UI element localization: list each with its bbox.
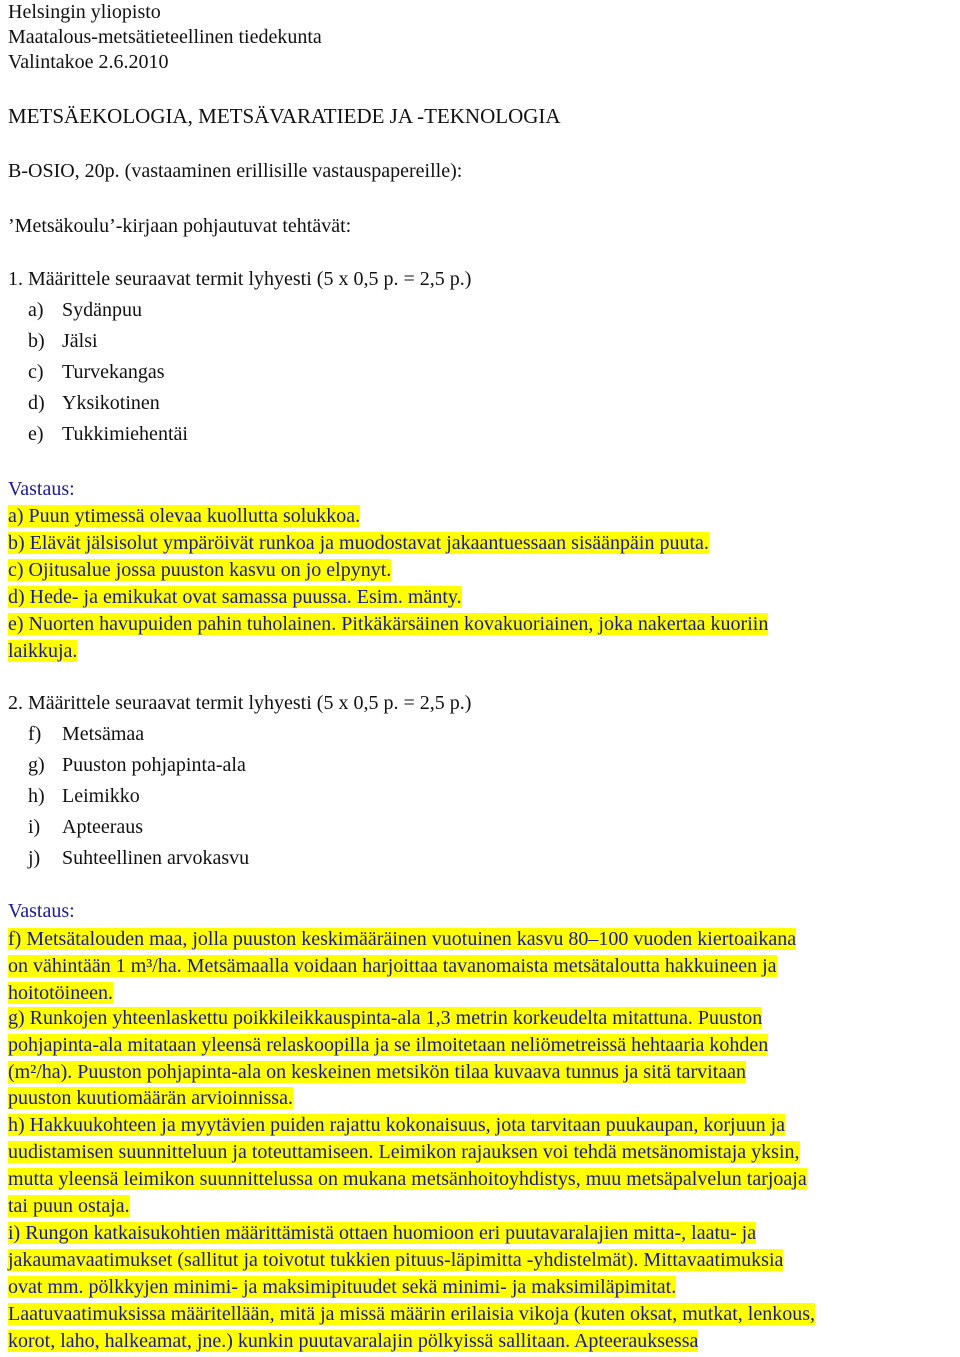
list-item-text: Tukkimiehentäi — [62, 423, 188, 445]
answer-line: f) Metsätalouden maa, jolla puuston keskimääräinen vuotuinen kasvu 80–100 vuoden kiertoaikana — [8, 928, 797, 950]
answer-label-2: Vastaus: — [8, 900, 75, 922]
answer-line: uudistamisen suunnitteluun ja toteuttamiseen. Leimikon rajauksen voi tehdä metsänomistaja yksin, — [8, 1141, 800, 1163]
list-item — [28, 846, 249, 870]
answer-line: e) Nuorten havupuiden pahin tuholainen. Pitkäkärsäinen kovakuoriainen, joka nakertaa kuoriin — [8, 613, 769, 635]
answer-label-1: Vastaus: — [8, 478, 75, 500]
list-item-letter: h) — [28, 785, 45, 807]
answer-line: h) Hakkuukohteen ja myytävien puiden rajattu kokonaisuus, jota tarvitaan puukaupan, korjuun ja — [8, 1114, 786, 1136]
list-item-text: Leimikko — [62, 785, 140, 807]
answer-line: laikkuja. — [8, 640, 78, 662]
answer-line: (m²/ha). Puuston pohjapinta-ala on keskeinen metsikön tilaa kuvaava tunnus ja sitä tarvitaan — [8, 1061, 747, 1083]
answer-line: korot, laho, halkeamat, jne.) kunkin puutavaralajin pölkyissä sallitaan. Apteerauksessa — [8, 1330, 699, 1352]
list-item — [28, 422, 188, 446]
list-item-text: Jälsi — [62, 330, 98, 352]
answer-line: a) Puun ytimessä olevaa kuollutta solukkoa. — [8, 505, 361, 527]
list-item — [28, 722, 144, 746]
answer-line: jakaumavaatimukset (sallitut ja toivotut tukkien pituus-läpimitta -yhdistelmät). Mittavaatimuksia — [8, 1249, 784, 1271]
list-item-text: Metsämaa — [62, 723, 145, 745]
answer-line: mutta yleensä leimikon suunnittelussa on mukana metsänhoitoyhdistys, muu metsäpalvelun tarjoaja — [8, 1168, 807, 1190]
answer-line: on vähintään 1 m³/ha. Metsämaalla voidaan harjoittaa tavanomaista metsätaloutta hakkuineen ja — [8, 955, 777, 977]
answer-line: tai puun ostaja. — [8, 1195, 130, 1217]
list-item — [28, 360, 165, 384]
book-heading: ’Metsäkoulu’-kirjaan pohjautuvat tehtävät: — [8, 215, 352, 237]
list-item-letter: i) — [28, 816, 41, 838]
list-item-text: Puuston pohjapinta-ala — [62, 754, 246, 776]
list-item — [28, 815, 143, 839]
list-item — [28, 784, 140, 808]
list-item-letter: j) — [28, 847, 41, 869]
list-item — [28, 753, 246, 777]
list-item-letter: f) — [28, 723, 42, 745]
section-heading: B-OSIO, 20p. (vastaaminen erillisille vastauspapereille): — [8, 160, 463, 182]
answer-line: g) Runkojen yhteenlaskettu poikkileikkauspinta-ala 1,3 metrin korkeudelta mitattuna. Puuston — [8, 1007, 763, 1029]
list-item — [28, 329, 98, 353]
list-item-letter: e) — [28, 423, 44, 445]
list-item-text: Suhteellinen arvokasvu — [62, 847, 250, 869]
answer-line: hoitotöineen. — [8, 982, 113, 1004]
answer-line: ovat mm. pölkkyjen minimi- ja maksimipituudet sekä minimi- ja maksimiläpimitat. — [8, 1276, 677, 1298]
list-item — [28, 391, 160, 415]
answer-line: Laatuvaatimuksissa määritellään, mitä ja missä määrin erilaisia vikoja (kuten oksat, mutkat, lenkous, — [8, 1303, 815, 1325]
list-item-text: Apteeraus — [62, 816, 144, 838]
answer-line: i) Rungon katkaisukohtien määrittämistä ottaen huomioon eri puutavaralajien mitta-, laatu- ja — [8, 1222, 757, 1244]
list-item — [28, 298, 142, 322]
university-name: Helsingin yliopisto — [8, 1, 161, 23]
list-item-letter: c) — [28, 361, 44, 383]
list-item-letter: b) — [28, 330, 45, 352]
list-item-text: Yksikotinen — [62, 392, 160, 414]
list-item-text: Turvekangas — [62, 361, 165, 383]
list-item-text: Sydänpuu — [62, 299, 142, 321]
document-title: METSÄEKOLOGIA, METSÄVARATIEDE JA -TEKNOLOGIA — [8, 104, 561, 128]
list-item-letter: a) — [28, 299, 44, 321]
answer-line: b) Elävät jälsisolut ympäröivät runkoa ja muodostavat jakaantuessaan sisäänpäin puuta. — [8, 532, 709, 554]
answer-line: c) Ojitusalue jossa puuston kasvu on jo elpynyt. — [8, 559, 392, 581]
exam-date: Valintakoe 2.6.2010 — [8, 51, 169, 73]
answer-line: pohjapinta-ala mitataan yleensä relaskoopilla ja se ilmoitetaan neliömetreissä hehtaaria kohden — [8, 1034, 769, 1056]
list-item-letter: g) — [28, 754, 45, 776]
answer-line: d) Hede- ja emikukat ovat samassa puussa. Esim. mänty. — [8, 586, 462, 608]
question-1-prompt: 1. Määrittele seuraavat termit lyhyesti (5 x 0,5 p. = 2,5 p.) — [8, 268, 472, 290]
list-item-letter: d) — [28, 392, 45, 414]
answer-line: puuston kuutiomäärän arvioinnissa. — [8, 1087, 293, 1109]
question-2-prompt: 2. Määrittele seuraavat termit lyhyesti (5 x 0,5 p. = 2,5 p.) — [8, 692, 472, 714]
faculty-name: Maatalous-metsätieteellinen tiedekunta — [8, 26, 322, 48]
